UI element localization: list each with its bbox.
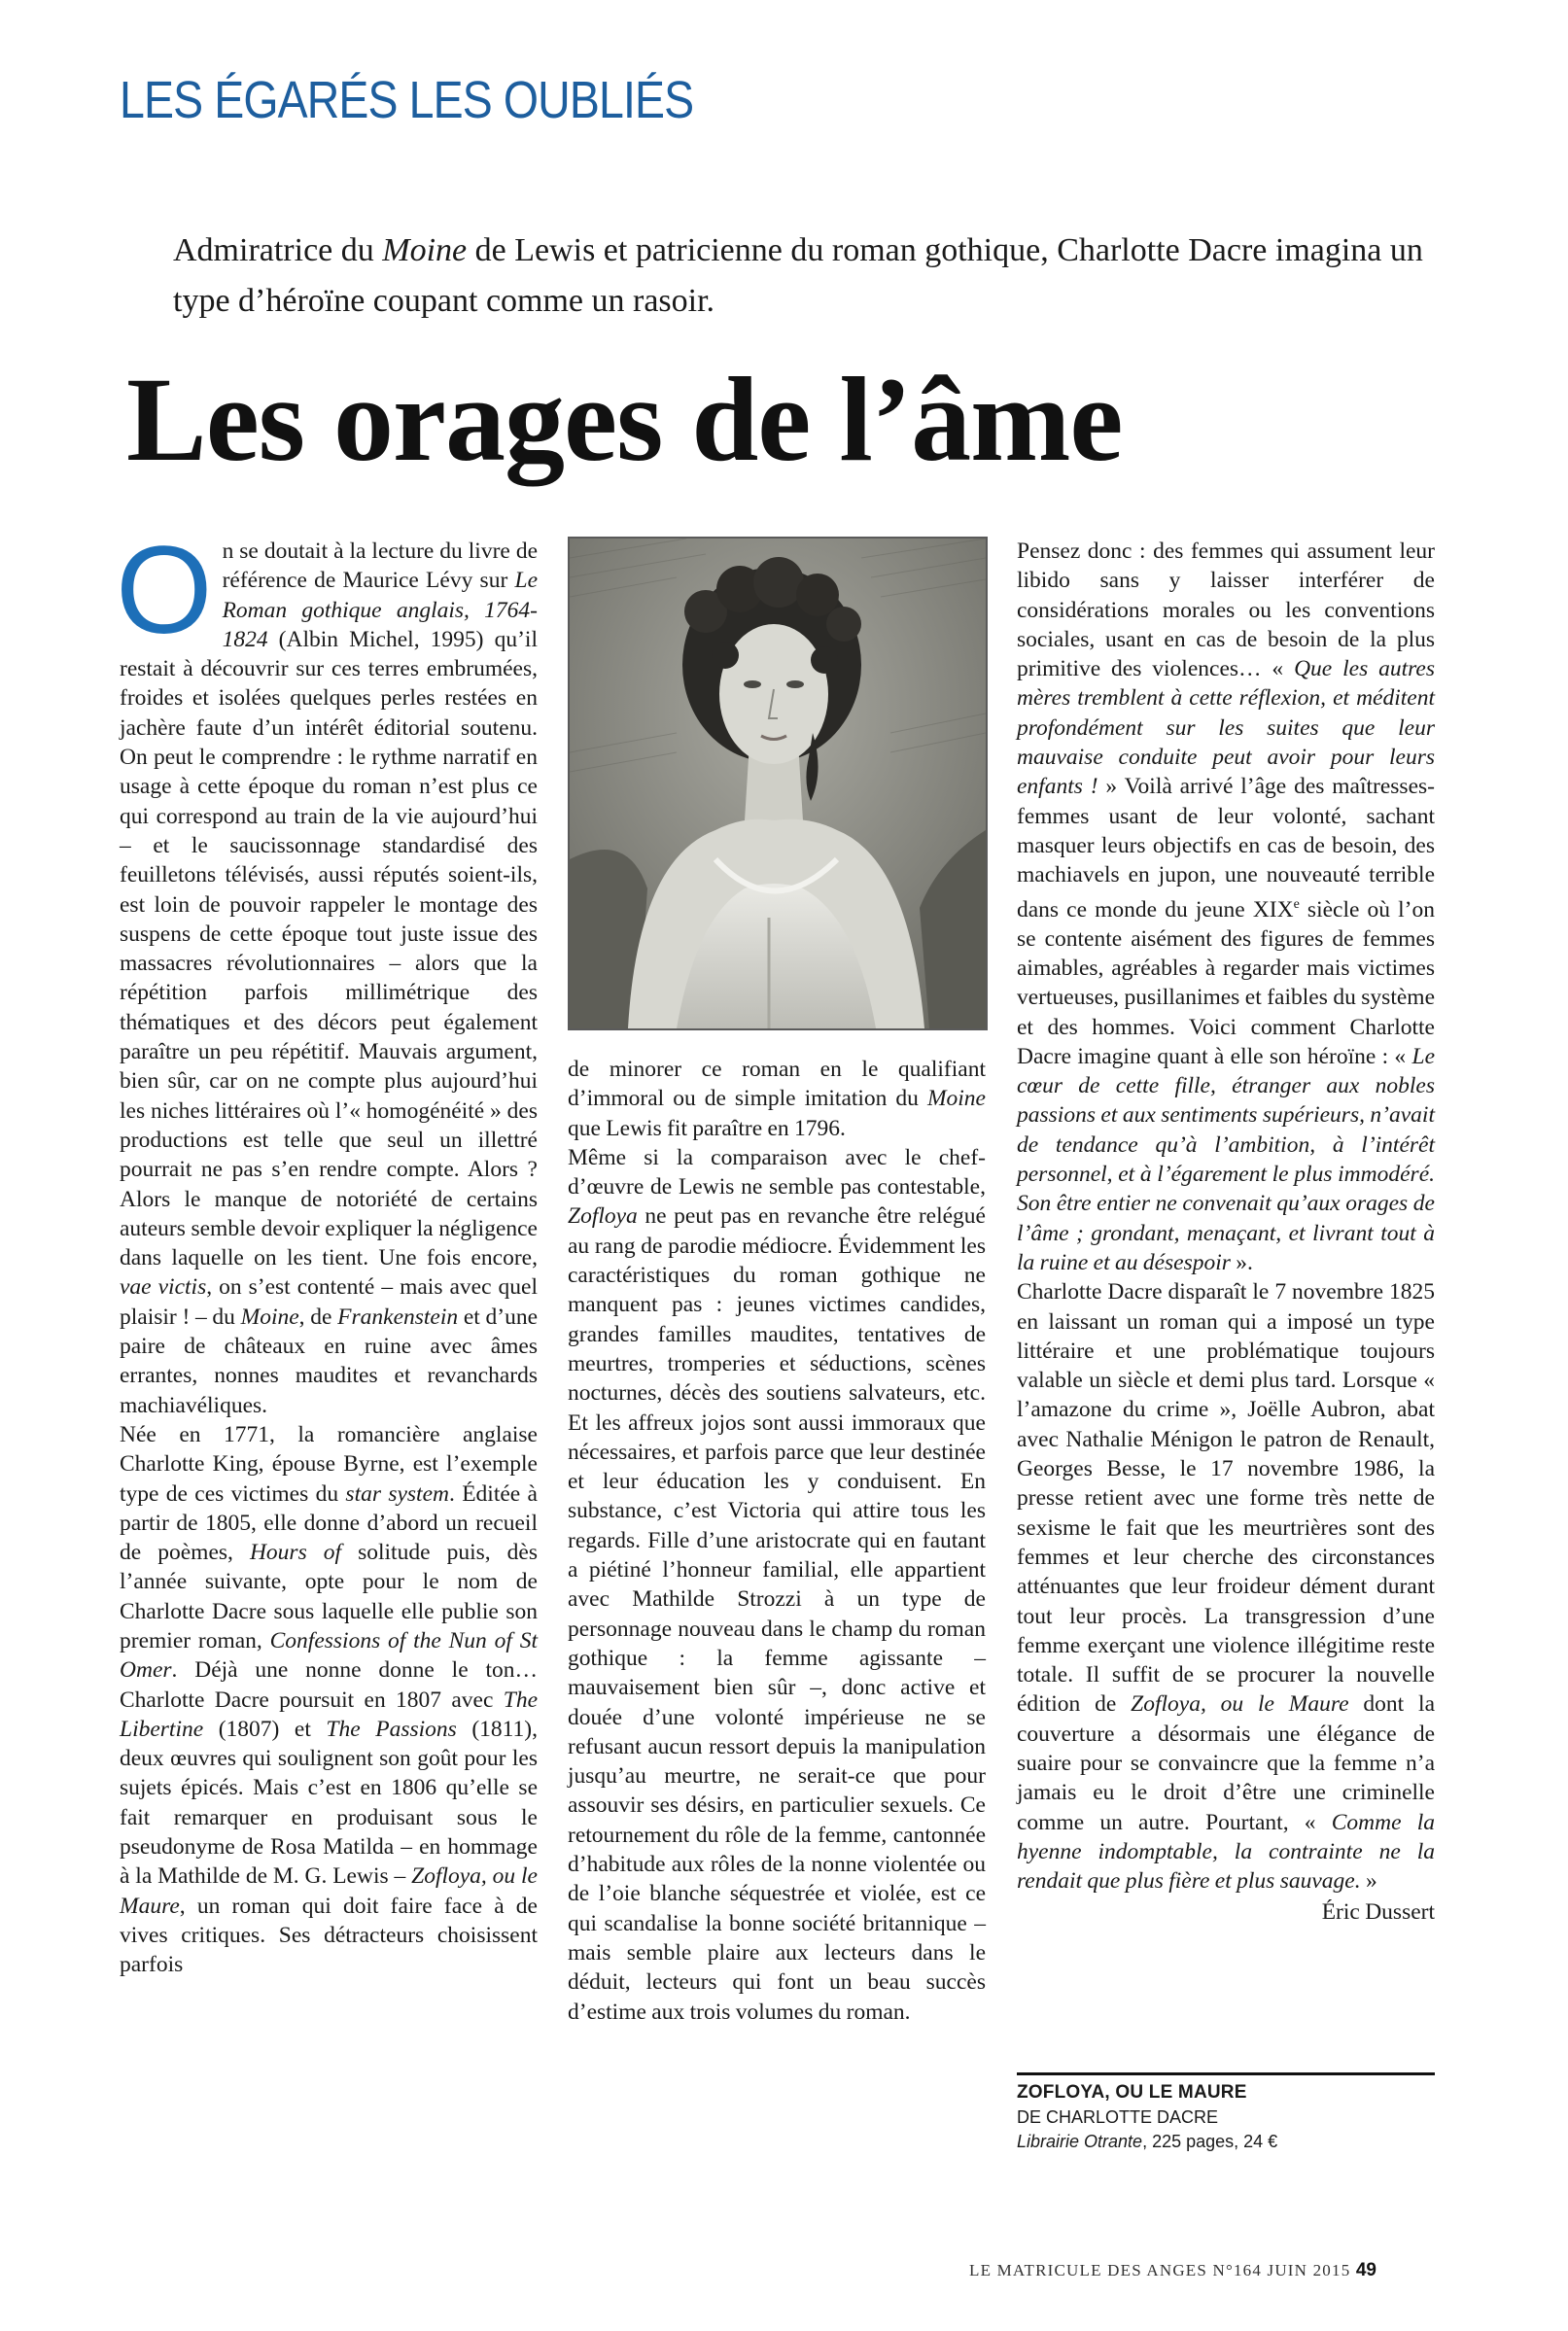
reference-divider <box>1017 2072 1435 2075</box>
book-title: ZOFLOYA, OU LE MAURE <box>1017 2082 1247 2103</box>
article-standfirst <box>173 226 1437 327</box>
drop-cap: O <box>116 521 213 660</box>
book-reference <box>1017 2080 1435 2154</box>
portrait-image <box>568 537 988 1030</box>
standfirst-text: de Lewis et patricienne du roman gothique, Charlotte Dacre imagina un type d’héroïne coupant comme un rasoir. <box>173 232 1423 319</box>
body-paragraph: Pensez donc : des femmes qui assument leur libido sans y laisser interférer de considérations morales ou les conventions sociales, usant en cas de besoin de la plus primitive des violences… « Que les autres mères tremblent à cette réflexion, et méditent profondément sur les suites que leur mauvaise conduite peut avoir pour leurs enfants ! » Voilà arrivé l’âge des maîtresses-femmes usant de leur volonté, sachant masquer leurs objectifs en cas de besoin, des machiavels en jupon, une nouveauté terrible dans ce monde du jeune XIXe siècle où l’on se contente aisément des figures de femmes aimables, agréables à regarder mais victimes vertueuses, pusillanimes et faibles du système et des hommes. Voici comment Charlotte Dacre imagine quant à elle son héroïne : « Le cœur de cette fille, étranger aux nobles passions et aux sentiments supérieurs, n’avait de tendance qu’à l’ambition, à l’intérêt personnel, et à l’égarement le plus immodéré. Son être entier ne convenait qu’aux orages de l’âme ; grondant, menaçant, et livrant tout à la ruine et au désespoir ». <box>1017 539 1435 1275</box>
portrait-engraving <box>570 539 986 1028</box>
article-headline: Les orages de l’âme <box>126 353 1123 486</box>
body-paragraph: de minorer ce roman en le qualifiant d’immoral ou de simple imitation du Moine que Lewis fit paraître en 1796. <box>568 1057 986 1141</box>
article-column-3 <box>1017 537 1435 1928</box>
section-rubric: LES ÉGARÉS LES OUBLIÉS <box>120 71 694 129</box>
standfirst-text: Admiratrice du <box>173 232 383 268</box>
book-publication-details <box>1017 2129 1435 2154</box>
book-details: , 225 pages, 24 € <box>1142 2132 1278 2151</box>
page-number: 49 <box>1355 2260 1376 2280</box>
page-footer <box>920 2260 1376 2281</box>
body-paragraph: Même si la comparaison avec le chef-d’œuvre de Lewis ne semble pas contestable, Zofloya ne peut pas en revanche être relégué au rang de parodie médiocre. Évidemment les caractéristiques du roman gothique ne manquent pas : jeunes victimes candides, grandes familles maudites, tentatives de meurtres, tromperies et séductions, scènes nocturnes, décès des soutiens salvateurs, etc. Et les affreux jojos sont aussi immoraux que nécessaires, et parfois parce que leur destinée et leur éducation les y conduisent. En substance, c’est Victoria qui attire tous les regards. Fille d’une aristocrate qui en fautant a piétiné l’honneur familial, elle appartient avec Mathilde Strozzi à un type de personnage nouveau dans le champ du roman gothique : la femme agissante – mauvaisement bien sûr –, donc active et douée d’une volonté impérieuse ne se refusant aucun ressort depuis la manipulation jusqu’au meurtre, ne serait-ce que pour assouvir ses désirs, en particulier sexuels. Ce retournement du rôle de la femme, cantonnée d’habitude aux rôles de la nonne violentée ou de l’oie blanche séquestrée et violée, est ce qui scandalise la bonne société britannique – mais semble plaire aux lecteurs dans le déduit, lecteurs qui font un beau succès d’estime aux trois volumes du roman. <box>568 1144 986 2025</box>
standfirst-italic: Moine <box>382 232 468 268</box>
article-column-1 <box>116 521 539 1980</box>
book-author: DE CHARLOTTE DACRE <box>1017 2107 1219 2127</box>
body-paragraph: On se doutait à la lecture du livre de référence de Maurice Lévy sur Le Roman gothique anglais, 1764-1824 (Albin Michel, 1995) qu’il restait à découvrir sur ces terres embrumées, froides et isolées quelques perles restées en jachère faute d’un intérêt éditorial soutenu. On peut le comprendre : le rythme narratif en usage à cette époque du roman n’est plus ce qui correspond au train de la vie aujourd’hui – et le saucissonnage standardisé des feuilletons télévisés, aussi réputés soient-ils, est loin de pouvoir rappeler le montage des suspens de cette époque tout juste issue des massacres révolutionnaires – alors que la répétition parfois millimétrique des thématiques et des décors peut également paraître un peu répétitif. Mauvais argument, bien sûr, car on ne compte plus aujourd’hui les niches littéraires où l’« homogénéité » des productions est telle que seul un illettré pourrait ne pas s’en rendre compte. Alors ? Alors le manque de notoriété de certains auteurs semble devoir expliquer la négligence dans laquelle on les tient. Une fois encore, vae victis, on s’est contenté – mais avec quel plaisir ! – du Moine, de Frankenstein et d’une paire de châteaux en ruine avec âmes errantes, nonnes maudites et revanchards machiavéliques. <box>116 521 539 1418</box>
magazine-issue: LE MATRICULE DES ANGES N°164 JUIN 2015 <box>969 2261 1351 2279</box>
book-publisher: Librairie Otrante <box>1017 2132 1143 2151</box>
body-paragraph: Née en 1771, la romancière anglaise Charlotte King, épouse Byrne, est l’exemple type de ces victimes du star system. Éditée à partir de 1805, elle donne d’abord un recueil de poèmes, Hours of solitude puis, dès l’année suivante, opte pour le nom de Charlotte Dacre sous laquelle elle publie son premier roman, Confessions of the Nun of St Omer. Déjà une nonne donne le ton… Charlotte Dacre poursuit en 1807 avec The Libertine (1807) et The Passions (1811), deux œuvres qui soulignent son goût pour les sujets épicés. Mais c’est en 1806 qu’elle se fait remarquer en produisant sous le pseudonyme de Rosa Matilda – en hommage à la Mathilde de M. G. Lewis – Zofloya, ou le Maure, un roman qui doit faire face à de vives critiques. Ses détracteurs choisissent parfois <box>120 1421 538 1978</box>
author-signature: Éric Dussert <box>1321 1899 1435 1926</box>
article-column-2 <box>568 1055 986 2027</box>
body-paragraph: Charlotte Dacre disparaît le 7 novembre 1825 en laissant un roman qui a imposé un type littéraire et une problématique toujours valable un siècle et demi plus tard. Lorsque « l’amazone du crime », Joëlle Aubron, abat avec Nathalie Ménigon le patron de Renault, Georges Besse, le 17 novembre 1986, la presse retient avec une forme très nette de sexisme le fait que les meurtrières sont des femmes et leur cherche des circonstances atténuantes que leur froideur dément durant tout leur procès. La transgression d’une femme exerçant une violence illégitime reste totale. Il suffit de se procurer la nouvelle édition de Zofloya, ou le Maure dont la couverture a désormais une élégance de suaire pour se convaincre que la femme n’a jamais eu le droit d’être une criminelle comme un autre. Pourtant, « Comme la hyenne indomptable, la contrainte ne la rendait que plus fière et plus sauvage. » <box>1017 1279 1436 1895</box>
